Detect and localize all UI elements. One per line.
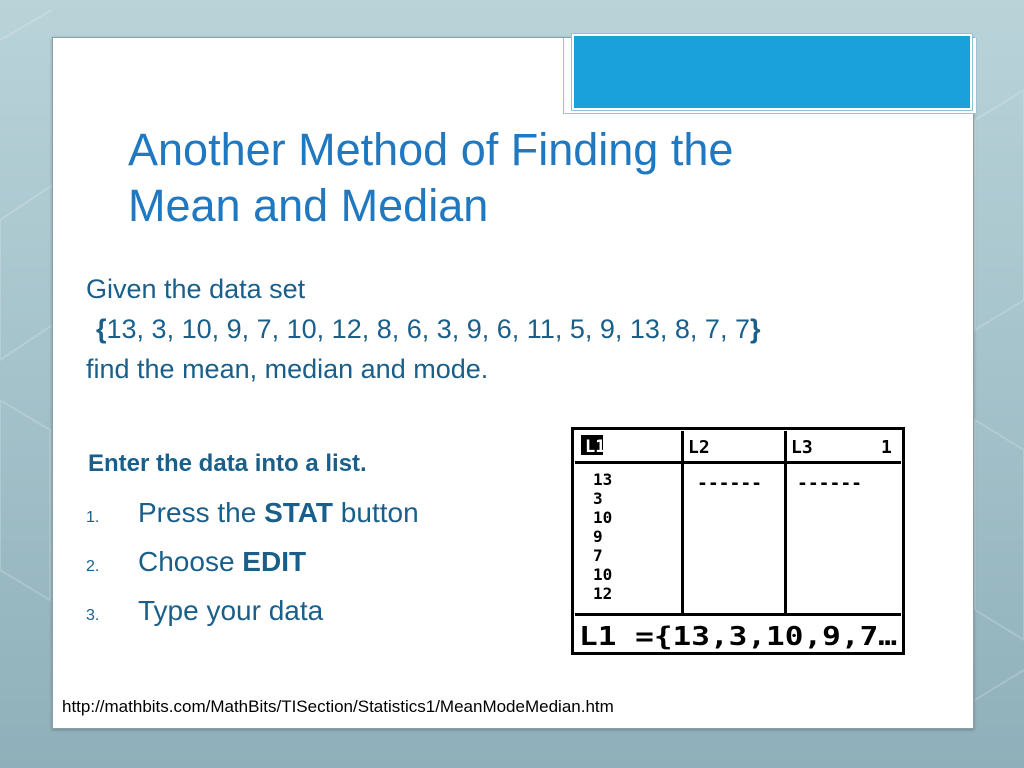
step-item bbox=[86, 595, 419, 644]
l1-value: 7 bbox=[593, 546, 603, 565]
title-tab-accent bbox=[572, 34, 972, 110]
step-number: 2. bbox=[86, 558, 100, 575]
steps-list bbox=[86, 497, 419, 644]
enter-heading: Enter the data into a list. bbox=[88, 450, 367, 477]
step-text-pre: Choose bbox=[138, 546, 243, 577]
title-line-1: Another Method of Finding the bbox=[128, 124, 734, 175]
step-text-post: button bbox=[333, 497, 419, 528]
data-set-values: 13, 3, 10, 9, 7, 10, 12, 8, 6, 3, 9, 6, 11, 5, 9, 13, 8, 7, 7 bbox=[106, 314, 750, 344]
step-text bbox=[138, 595, 323, 627]
step-number: 1. bbox=[86, 509, 100, 526]
step-item bbox=[86, 497, 419, 546]
step-text bbox=[138, 497, 419, 529]
given-text bbox=[86, 269, 966, 389]
step-number: 3. bbox=[86, 607, 100, 624]
given-line-3: find the mean, median and mode. bbox=[86, 354, 489, 384]
col-index: 1 bbox=[881, 437, 892, 458]
brace-open: { bbox=[96, 314, 107, 344]
l1-value: 10 bbox=[593, 508, 613, 527]
step-text-bold: EDIT bbox=[242, 546, 307, 577]
step-text-pre: Press the bbox=[138, 497, 265, 528]
brace-close: } bbox=[749, 314, 761, 344]
source-url: http://mathbits.com/MathBits/TISection/Statistics1/MeanModeMedian.htm bbox=[62, 697, 614, 716]
step-text-pre: Type your data bbox=[138, 595, 324, 626]
data-set bbox=[86, 309, 966, 349]
l1-value: 13 bbox=[593, 470, 613, 489]
step-text bbox=[138, 546, 306, 578]
l1-value: 3 bbox=[593, 489, 603, 508]
calculator-screen bbox=[571, 427, 905, 655]
title-line-2: Mean and Median bbox=[128, 180, 489, 231]
col2-header: L2 bbox=[688, 437, 710, 458]
col3-header: L3 bbox=[791, 437, 813, 458]
entry-line: L1 ={13,3,10,9,7… bbox=[579, 622, 897, 652]
step-text-bold: STAT bbox=[264, 497, 334, 528]
col1-header: L1 bbox=[585, 437, 606, 457]
given-line-1: Given the data set bbox=[86, 274, 306, 304]
l1-value: 10 bbox=[593, 565, 613, 584]
l3-empty: ------ bbox=[797, 473, 863, 494]
l1-value: 12 bbox=[593, 584, 613, 603]
l2-empty: ------ bbox=[697, 473, 763, 494]
step-item bbox=[86, 546, 419, 595]
l1-value: 9 bbox=[593, 527, 603, 546]
title-tab-decoration bbox=[563, 38, 977, 114]
slide-title bbox=[128, 122, 928, 234]
